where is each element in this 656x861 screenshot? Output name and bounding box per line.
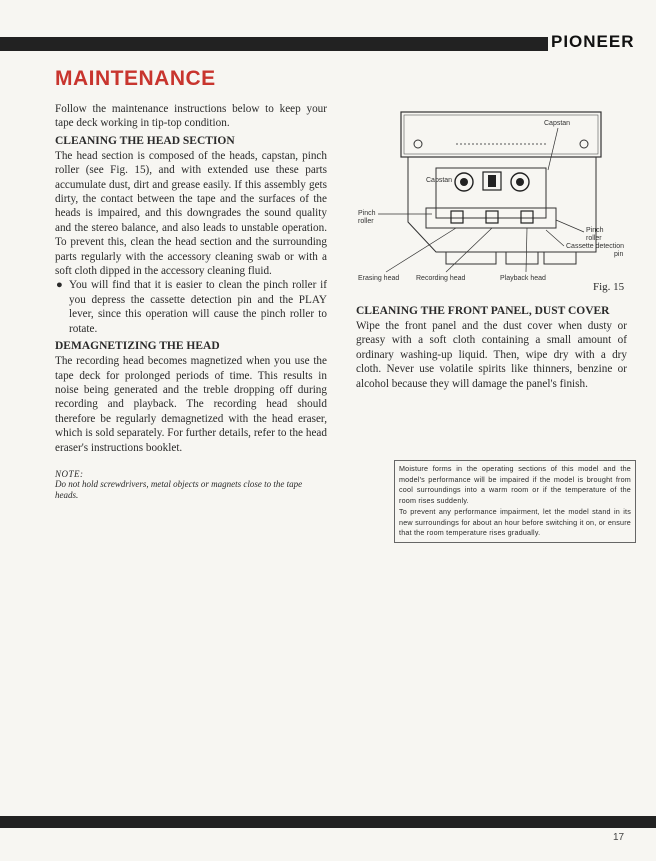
top-rule	[0, 37, 548, 51]
capstan-inner-label: Capstan	[426, 177, 453, 184]
recording-head-label: Recording head	[416, 275, 466, 282]
left-column	[55, 102, 327, 502]
page-number: 17	[613, 832, 625, 843]
note-title: NOTE:	[55, 468, 84, 479]
page-title: MAINTENANCE	[55, 67, 216, 90]
front-panel-heading: CLEANING THE FRONT PANEL, DUST COVER	[356, 305, 610, 317]
moisture-notice-text: Moisture forms in the operating sections of this model and the model's performance will be impaired if the model is brought from cool surroundings into a warm room or if the temperature of the room rises suddenly.	[399, 464, 631, 506]
erasing-head-label: Erasing head	[358, 275, 400, 282]
right-column	[356, 304, 627, 391]
cleaning-heading: CLEANING THE HEAD SECTION	[55, 134, 235, 147]
bullet-item	[55, 278, 327, 336]
head-section-figure	[356, 102, 627, 282]
pinch-roller-left-label: Pinch roller	[358, 210, 376, 225]
front-panel-paragraph: Wipe the front panel and the dust cover when dusty or greasy with a soft cloth containing a small amount of ordinary washing-up liquid. Then, wipe dry with a dry cloth. Never use volatile spirits like thinners, benzine or alcohol because they will damage the panel's finish.	[356, 320, 627, 390]
prevention-notice-text: To prevent any performance impairment, let the model stand in its new surroundings for about an hour before switching it on, or ensure that the room temperature rises gradually.	[399, 506, 631, 538]
capstan-top-label: Capstan	[544, 120, 571, 127]
brand-logo: PIONEER	[551, 32, 635, 51]
note-text: Do not hold screwdrivers, metal objects or magnets close to the tape heads.	[55, 478, 303, 501]
demag-heading: DEMAGNETIZING THE HEAD	[55, 340, 220, 353]
playback-head-label: Playback head	[500, 275, 546, 282]
moisture-notice-box	[394, 460, 636, 543]
bottom-rule	[0, 816, 656, 828]
bullet-text: You will find that it is easier to clean the pinch roller if you depress the cassette detection pin and the PLAY lever, since this operation will cause the pinch roller to rotate.	[69, 279, 327, 335]
demag-paragraph: The recording head becomes magnetized when you use the tape deck for prolonged periods of time. This results in noise being generated and the treble dropping off during recording and playback. The recording head should therefore be regularly demagnetized with the head eraser, which is sold separately. For further details, refer to the head eraser's instructions booklet.	[55, 355, 327, 454]
cassette-mechanism-diagram	[356, 102, 627, 282]
figure-caption: Fig. 15	[593, 281, 625, 293]
cassette-detection-label: Cassette detection pin	[566, 243, 624, 258]
intro-paragraph: Follow the maintenance instructions below to keep your tape deck working in tip-top condition.	[55, 103, 327, 130]
pinch-roller-right-label: Pinch roller	[586, 227, 604, 242]
cleaning-paragraph: The head section is composed of the heads, capstan, pinch roller (see Fig. 15), and with extended use these parts accumulate dust, dirt and grease easily. If this assembly gets dirty, the contact between the tape and the surfaces of the heads is impaired, and this downgrades the sound quality and the stereo balance, and also leads to unstable operation. To prevent this, clean the head section and the surrounding parts regularly with the accessory cleaning swab or with a soft cloth dipped in the accessory cleaning fluid.	[55, 149, 327, 278]
bullet-icon: ●	[56, 279, 63, 292]
